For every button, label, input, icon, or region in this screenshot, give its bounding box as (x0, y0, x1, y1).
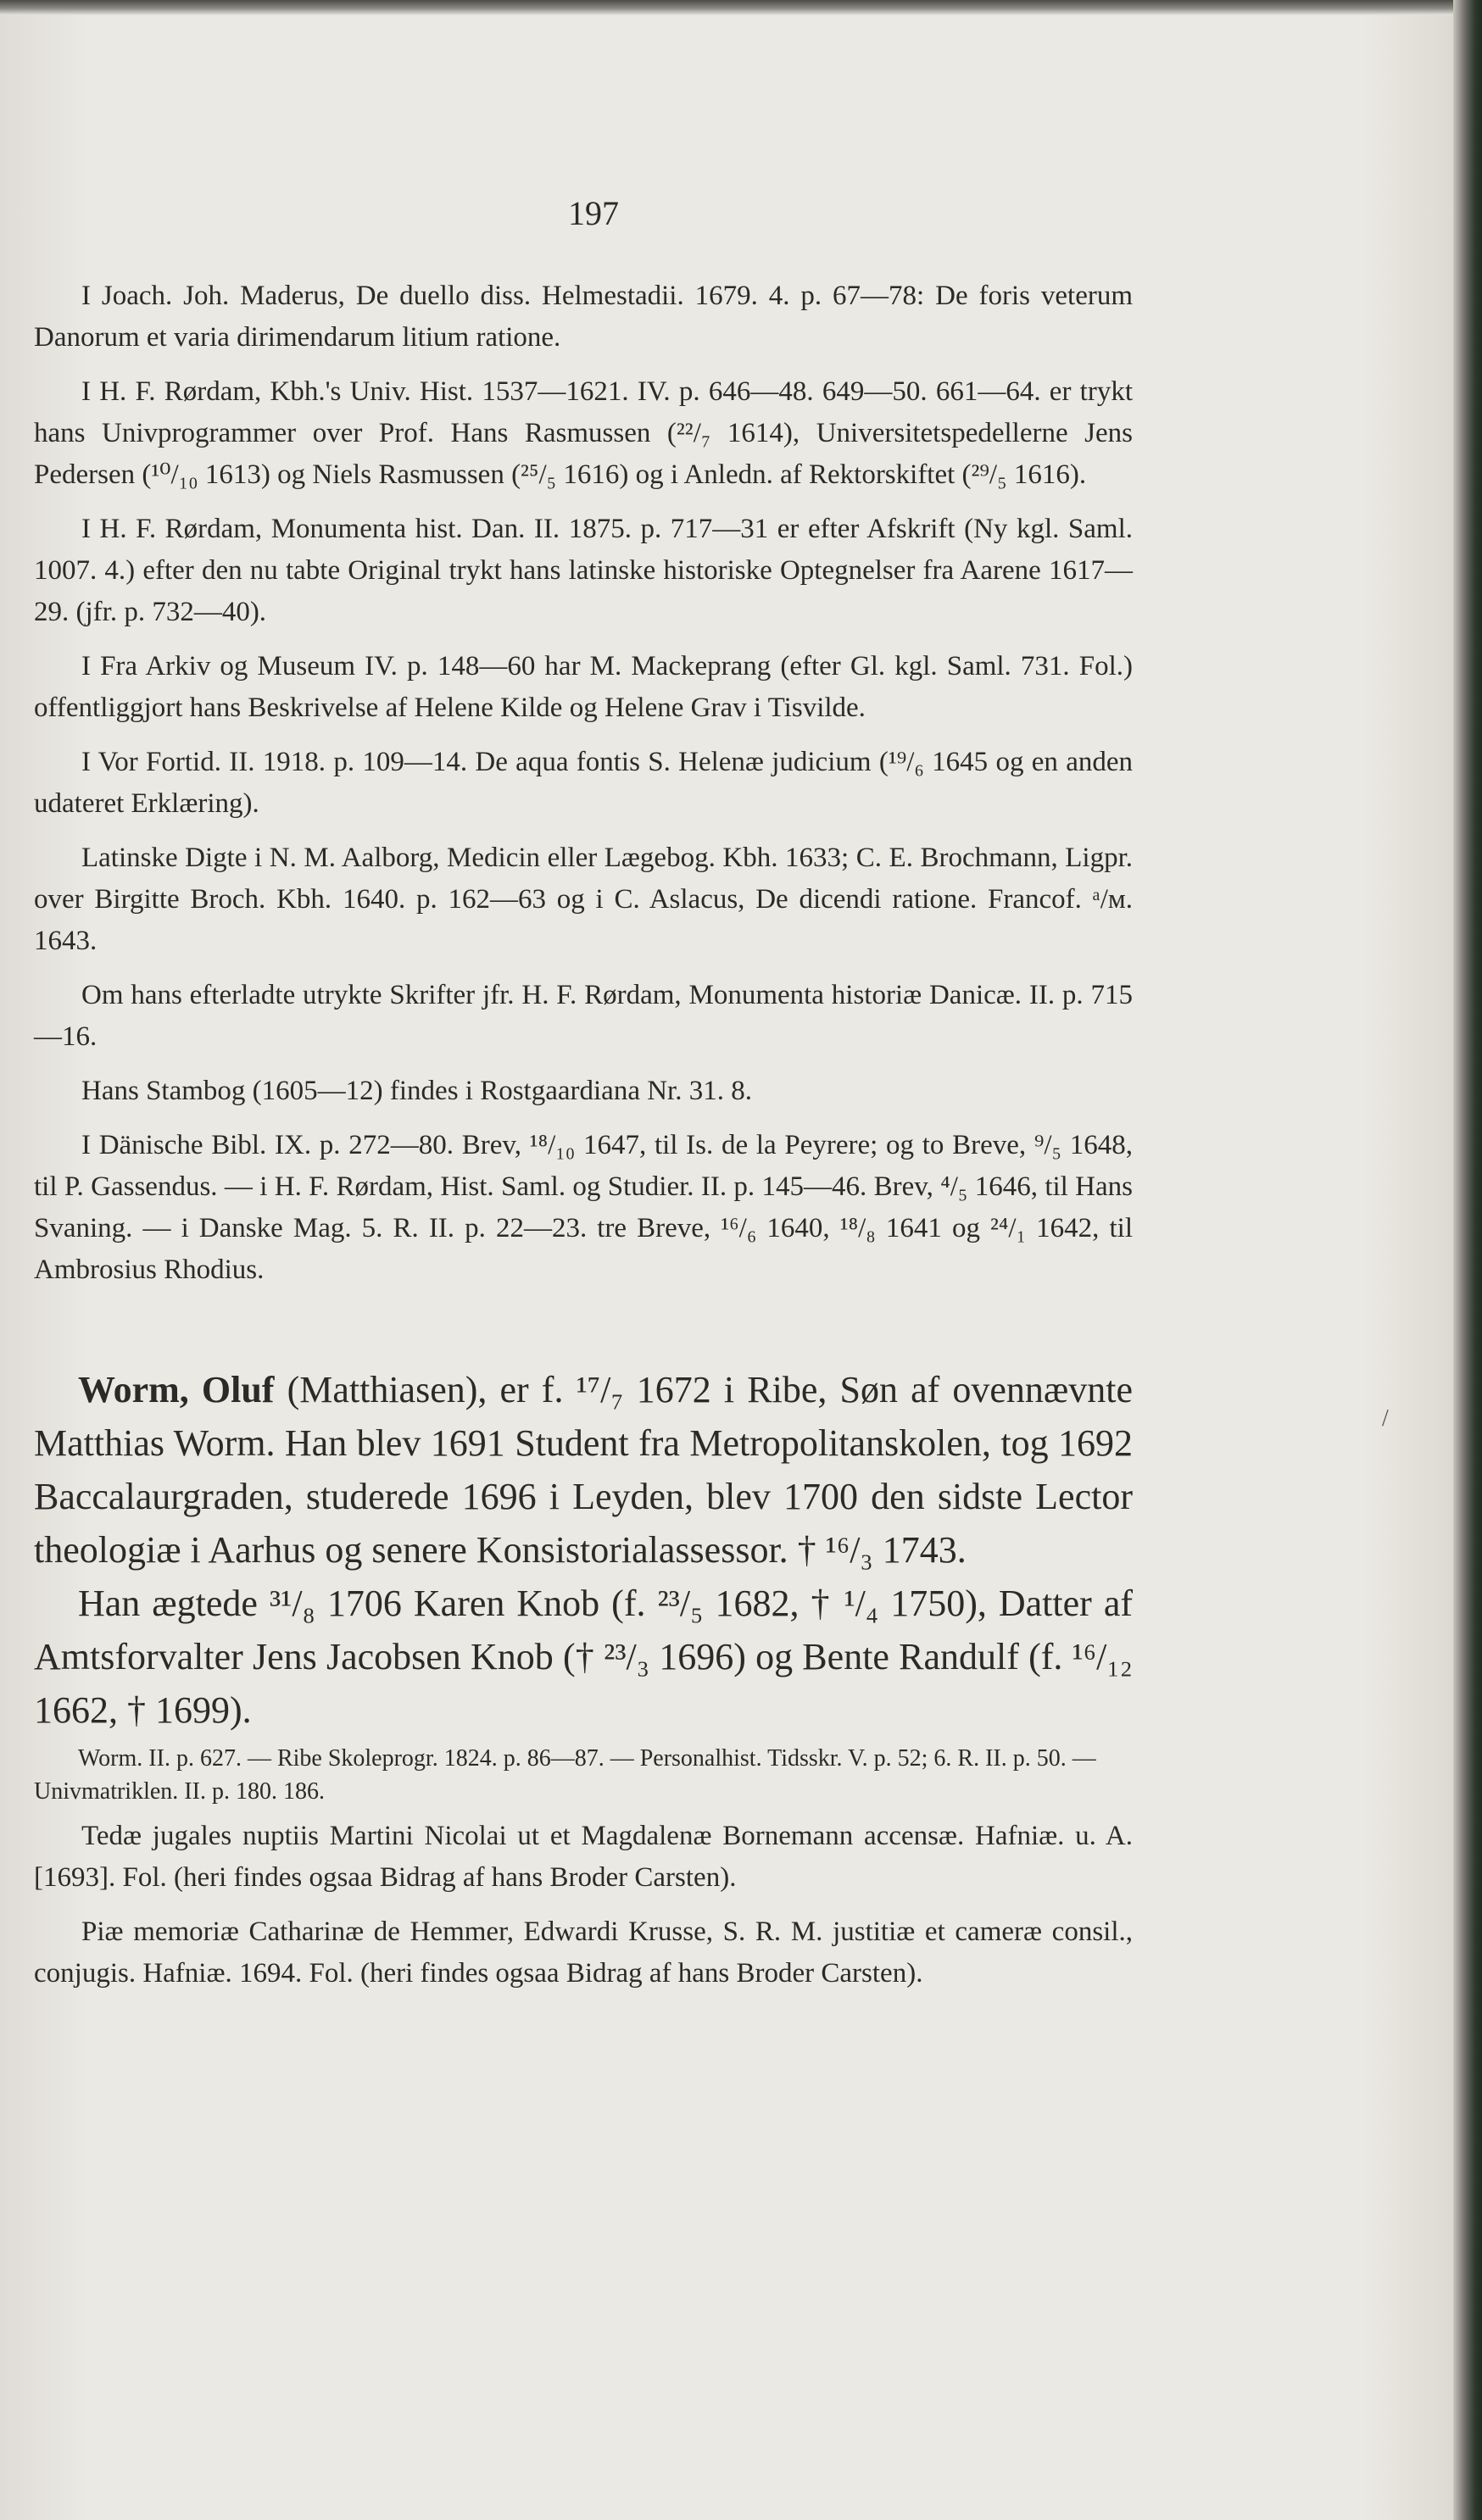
bib-entry: Tedæ jugales nuptiis Martini Nicolai ut et Magdalenæ Bornemann accensæ. Hafniæ. u. A. [1693]. Fol. (heri findes ogsaa Bidrag af hans Broder Carsten). (34, 1821, 1133, 1893)
entry-sources (34, 1742, 1133, 1808)
book-binding-edge (1453, 0, 1482, 2520)
stray-pencil-mark: / (1382, 1405, 1389, 1432)
page-number: 197 (568, 194, 619, 232)
bib-entry: I H. F. Rørdam, Monumenta hist. Dan. II. 1875. p. 717—31 er efter Afskrift (Ny kgl. Saml. 1007. 4.) efter den nu tabte Original trykt hans latinske historiske Optegnelser fra Aarene 1617—29. (jfr. p. 732—40). (34, 514, 1133, 627)
bib-entry: I Vor Fortid. II. 1918. p. 109—14. De aqua fontis S. Helenæ judicium (¹⁹/₆ 1645 og en anden udateret Erklæring). (34, 747, 1133, 819)
bib-entry: I H. F. Rørdam, Kbh.'s Univ. Hist. 1537—1621. IV. p. 646—48. 649—50. 661—64. er trykt hans Univprogrammer over Prof. Hans Rasmussen (²²/₇ 1614), Universitetspedellerne Jens Pedersen (¹⁰/₁₀ 1613) og Niels Rasmussen (²⁵/₅ 1616) og i Anledn. af Rektorskiftet (²⁹/₅ 1616). (34, 376, 1133, 490)
entry-name: Worm, Oluf (78, 1369, 275, 1410)
entry-paragraph-2: Han ægtede ³¹/₈ 1706 Karen Knob (f. ²³/₅ 1682, † ¹/₄ 1750), Datter af Amtsforvalter Jens Jacobsen Knob († ²³/₃ 1696) og Bente Randulf (f. ¹⁶/₁₂ 1662, † 1699). (34, 1583, 1133, 1731)
bib-entry: I Joach. Joh. Maderus, De duello diss. Helmestadii. 1679. 4. p. 67—78: De foris veterum Danorum et varia dirimendarum litium ratione. (34, 281, 1133, 353)
bibliography-top (34, 275, 1133, 1304)
bib-entry: Hans Stambog (1605—12) findes i Rostgaardiana Nr. 31. 8. (81, 1076, 752, 1106)
bibliography-bottom (34, 1816, 1133, 2007)
bib-entry: I Fra Arkiv og Museum IV. p. 148—60 har M. Mackeprang (efter Gl. kgl. Saml. 731. Fol.) offentliggjort hans Beskrivelse af Helene Kilde og Helene Grav i Tisvilde. (34, 651, 1133, 723)
entry-paragraph-1-text: (Matthiasen), er f. ¹⁷/₇ 1672 i Ribe, Søn af ovennævnte Matthias Worm. Han blev 1691 Student fra Metropolitanskolen, tog 1692 Baccalaurgraden, studerede 1696 i Leyden, blev 1700 den sidste Lector theologiæ i Aarhus og senere Konsistorialassessor. † ¹⁶/₃ 1743. (34, 1369, 1133, 1571)
page-top-edge (0, 0, 1482, 15)
bib-entry: Om hans efterladte utrykte Skrifter jfr. H. F. Rørdam, Monumenta historiæ Danicæ. II. p. 715—16. (34, 980, 1133, 1052)
entry-paragraph-1 (34, 1363, 1133, 1577)
sources-text: Worm. II. p. 627. — Ribe Skoleprogr. 1824. p. 86—87. — Personalhist. Tidsskr. V. p. 52; 6. R. II. p. 50. — Univmatriklen. II. p. 180. 186. (34, 1745, 1096, 1805)
biography-entry (34, 1363, 1133, 1737)
bib-entry: I Dänische Bibl. IX. p. 272—80. Brev, ¹⁸/₁₀ 1647, til Is. de la Peyrere; og to Breve, ⁹/₅ 1648, til P. Gassendus. — i H. F. Rørdam, Hist. Saml. og Studier. II. p. 145—46. Brev, ⁴/₅ 1646, til Hans Svaning. — i Danske Mag. 5. R. II. p. 22—23. tre Breve, ¹⁶/₆ 1640, ¹⁸/₈ 1641 og ²⁴/₁ 1642, til Ambrosius Rhodius. (34, 1130, 1133, 1285)
bib-entry: Latinske Digte i N. M. Aalborg, Medicin eller Lægebog. Kbh. 1633; C. E. Brochmann, Ligpr. over Birgitte Broch. Kbh. 1640. p. 162—63 og i C. Aslacus, De dicendi ratione. Francof. ᵃ/ᴍ. 1643. (34, 843, 1133, 956)
bib-entry: Piæ memoriæ Catharinæ de Hemmer, Edwardi Krusse, S. R. M. justitiæ et cameræ consil., conjugis. Hafniæ. 1694. Fol. (heri findes ogsaa Bidrag af hans Broder Carsten). (34, 1916, 1133, 1989)
